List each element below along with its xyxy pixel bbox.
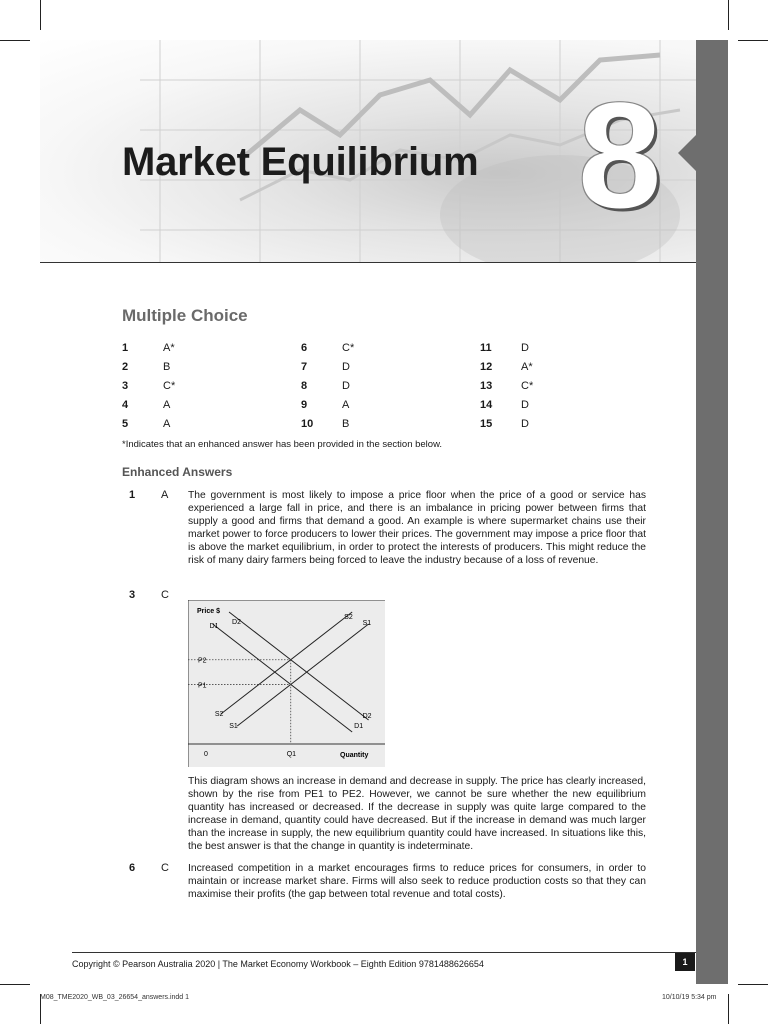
chart-series-label-d2: D2 [362, 713, 372, 720]
mc-question-number: 11 [480, 342, 492, 354]
mc-question-number: 1 [122, 342, 129, 354]
enhanced-answer-letter: C [161, 589, 169, 601]
chart-price-label: P1 [198, 682, 207, 690]
mc-question-number: 5 [122, 418, 129, 430]
chart-origin-label: 0 [204, 751, 208, 758]
crop-mark [738, 984, 768, 985]
crop-mark [40, 0, 41, 30]
mc-question-number: 12 [480, 361, 493, 373]
mc-answer-letter: A* [163, 342, 175, 354]
crop-mark [728, 994, 729, 1024]
mc-answer-letter: D [342, 380, 350, 392]
mc-question-number: 4 [122, 399, 129, 411]
mc-question-number: 2 [122, 361, 129, 373]
mc-answer-letter: A [163, 399, 171, 411]
chapter-sidebar [696, 40, 728, 984]
chapter-number: 8 [578, 71, 662, 239]
section-heading-multiple-choice: Multiple Choice [122, 306, 248, 325]
page-number: 1 [675, 953, 695, 971]
mc-answer-letter: D [521, 342, 529, 354]
chapter-tab-notch [678, 135, 696, 171]
chart-series-label-s2: S2 [214, 711, 224, 718]
enhanced-answer-letter: A [161, 489, 169, 501]
header-divider [40, 262, 696, 263]
chart-series-label-s1: S1 [229, 723, 238, 730]
mc-answer-letter: D [521, 418, 529, 430]
mc-question-number: 14 [480, 399, 493, 411]
enhanced-answer-explanation: Increased competition in a market encourages firms to reduce prices for consumers, in order to maintain or increase market share. Firms will also seek to reduce production costs so that they can maximise their profits (the gap between total revenue and total costs). [188, 863, 646, 900]
enhanced-answer-footnote: *Indicates that an enhanced answer has been provided in the section below. [122, 439, 443, 450]
crop-mark [738, 40, 768, 41]
crop-mark [0, 40, 30, 41]
chart-price-label: P2 [198, 657, 207, 665]
chart-y-axis-label: Price $ [197, 608, 220, 615]
enhanced-question-number: 3 [129, 589, 136, 601]
crop-mark [0, 984, 30, 985]
footer-divider [72, 952, 696, 953]
mc-question-number: 10 [301, 418, 314, 430]
chart-x-axis-label: Quantity [340, 752, 369, 759]
mc-answer-letter: A [342, 399, 350, 411]
enhanced-answer-explanation: The government is most likely to impose a price floor when the price of a good or service has experienced a large fall in price, and there is an imbalance in pricing power between firms that supply a good and firms that demand a good. An example is where supermarket chains use their market power to force producers to lower their prices. The government may impose a price floor that is above the market equilibrium, in order to protect the interests of producers. This might reduce the risk of many dairy farmers being forced to leave the industry because of a loss of revenue. [188, 490, 646, 566]
mc-answer-letter: B [342, 418, 350, 430]
mc-answer-letter: D [342, 361, 350, 373]
mc-question-number: 9 [301, 399, 308, 411]
print-slug-timestamp: 10/10/19 5:34 pm [662, 994, 717, 1001]
chapter-title: Market Equilibrium [122, 140, 479, 184]
chart-quantity-label: Q1 [286, 751, 297, 758]
chart-series-label-d1: D1 [354, 723, 364, 730]
chart-series-label-d1: D1 [209, 623, 219, 630]
mc-answer-letter: A* [521, 361, 533, 373]
mc-question-number: 3 [122, 380, 129, 392]
mc-answer-letter: C* [163, 380, 176, 392]
mc-answer-letter: A [163, 418, 171, 430]
mc-answer-letter: C* [521, 380, 534, 392]
chart-series-label-s1: S1 [362, 620, 372, 627]
section-heading-enhanced-answers: Enhanced Answers [122, 465, 233, 479]
mc-question-number: 13 [480, 380, 493, 392]
crop-mark [728, 0, 729, 30]
enhanced-answer-explanation: This diagram shows an increase in demand and decrease in supply. The price has clearly increased, shown by the rise from PE1 to PE2. However, we cannot be sure whether the new equilibrium quantity has increased or decreased. If the decrease in supply was quite large compared to the increase in demand, quantity could have decreased. But if the increase in demand was much larger than the increase in supply, the new equilibrium quantity could have increased. In situations like this, the best answer is that the change in quantity is indeterminate. [188, 776, 646, 852]
enhanced-question-number: 6 [129, 862, 136, 874]
mc-answer-letter: D [521, 399, 529, 411]
mc-question-number: 8 [301, 380, 308, 392]
mc-question-number: 7 [301, 361, 308, 373]
chart-series-label-s2: S2 [344, 614, 353, 621]
mc-question-number: 15 [480, 418, 493, 430]
enhanced-question-number: 1 [129, 489, 136, 501]
chart-series-label-d2: D2 [232, 619, 241, 626]
supply-demand-chart [188, 600, 385, 767]
mc-question-number: 6 [301, 342, 308, 354]
print-slug-filename: M08_TME2020_WB_03_26654_answers.indd 1 [40, 994, 190, 1001]
mc-answer-letter: B [163, 361, 171, 373]
footer-copyright: Copyright © Pearson Australia 2020 | The Market Economy Workbook – Eighth Edition 9781488626654 [72, 959, 484, 969]
supply-demand-chart-svg [188, 600, 385, 767]
mc-answer-letter: C* [342, 342, 355, 354]
enhanced-answer-letter: C [161, 862, 169, 874]
